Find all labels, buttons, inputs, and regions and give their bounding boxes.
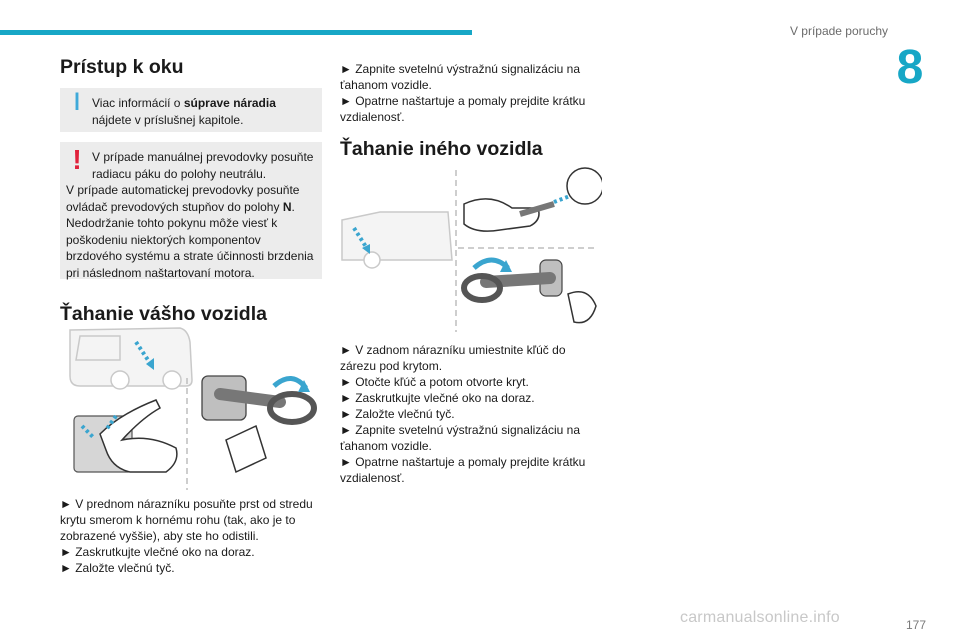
warning-line2-before: V prípade automatickej prevodovky posuňte ovládač prevodových stupňov do polohy (66, 183, 300, 214)
mid-steps (340, 342, 602, 486)
middle-column (340, 61, 602, 161)
rear-tow-eye-illustration (340, 164, 602, 334)
header-accent-bar (0, 30, 472, 35)
info-icon: ǀ (73, 89, 81, 116)
mid-top-step-2: ► Opatrne naštartuje a pomaly prejdite krátku vzdialenosť. (340, 94, 586, 124)
heading-towing-other-vehicle: Ťahanie iného vozidla (340, 138, 543, 160)
warning-note (60, 142, 322, 279)
heading-towing-your-vehicle: Ťahanie vášho vozidla (60, 303, 267, 325)
mid-step-1: ► V zadnom nárazníku umiestnite kľúč do zárezu pod krytom. (340, 343, 566, 373)
watermark: carmanualsonline.info (680, 609, 840, 626)
warning-icon: ! (72, 144, 82, 175)
warning-line3: Nedodržanie tohto pokynu môže viesť k poškodeniu niektorých komponentov brzdového systému a strate účinnosti brzdenia pri následnom naštartovaní motora. (66, 216, 314, 280)
heading-access-eye: Prístup k oku (60, 56, 184, 78)
van-rear-icon (342, 212, 452, 268)
van-front-icon (70, 328, 192, 389)
mid-step-4: ► Založte vlečnú tyč. (340, 407, 455, 421)
left-step-3: ► Založte vlečnú tyč. (60, 561, 175, 575)
info-note-bold: súprave náradia (183, 96, 276, 110)
info-note (60, 88, 322, 132)
mid-top-step-1: ► Zapnite svetelnú výstražnú signalizáciu na ťahanom vozidle. (340, 62, 580, 92)
info-note-text-before: Viac informácií o (92, 96, 184, 110)
left-step-2: ► Zaskrutkujte vlečné oko na doraz. (60, 545, 255, 559)
page-number: 177 (905, 618, 926, 632)
mid-step-6: ► Opatrne naštartuje a pomaly prejdite krátku vzdialenosť. (340, 455, 586, 485)
warning-line1: V prípade manuálnej prevodovky posuňte radiacu páku do polohy neutrálu. (92, 150, 314, 181)
warning-line2-after: . (291, 199, 295, 214)
key-hand-icon (464, 168, 602, 231)
info-note-text-after: nájdete v príslušnej kapitole. (92, 112, 244, 127)
mid-step-2: ► Otočte kľúč a potom otvorte kryt. (340, 375, 529, 389)
front-tow-eye-illustration (60, 322, 322, 490)
left-steps (60, 496, 322, 576)
hand-cover-icon (74, 400, 177, 472)
warning-line2 (66, 182, 316, 215)
rear-tow-eye-icon (464, 260, 596, 323)
warning-line2-bold: N (282, 199, 292, 214)
mid-step-3: ► Zaskrutkujte vlečné oko na doraz. (340, 391, 535, 405)
left-column (60, 55, 322, 326)
section-title: V prípade poruchy (789, 24, 888, 38)
mid-step-5: ► Zapnite svetelnú výstražnú signalizáciu na ťahanom vozidle. (340, 423, 580, 453)
left-step-1: ► V prednom nárazníku posuňte prst od stredu krytu smerom k hornému rohu (tak, ako je to zobrazené vyššie), aby ste ho odistili. (60, 497, 313, 543)
tow-eye-icon (202, 376, 314, 472)
chapter-number: 8 (896, 41, 924, 94)
